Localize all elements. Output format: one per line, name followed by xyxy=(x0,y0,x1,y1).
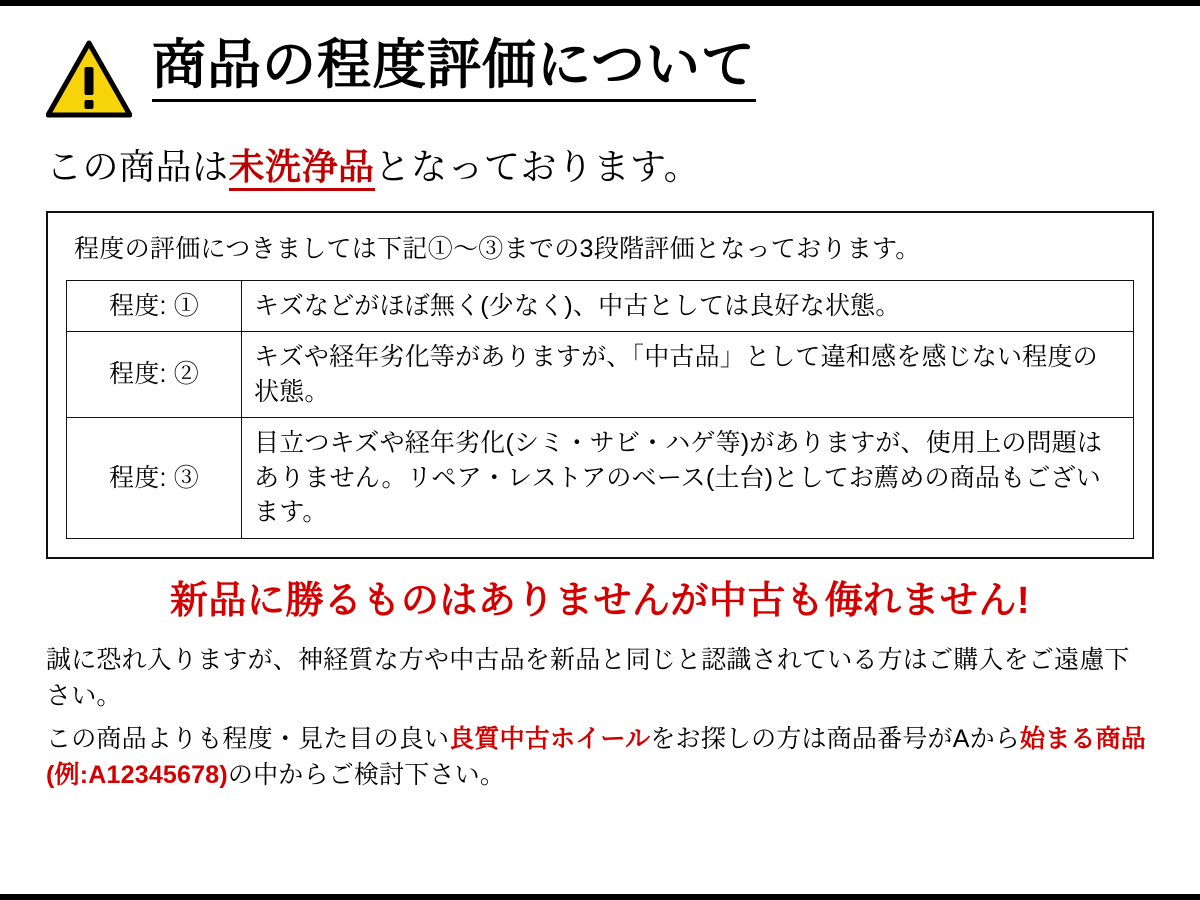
grade-description: キズや経年劣化等がありますが、「中古品」として違和感を感じない程度の状態。 xyxy=(242,332,1134,418)
grade-level: 程度: ② xyxy=(67,332,242,418)
lead-highlight: 未洗浄品 xyxy=(229,146,375,191)
note-segment: をお探しの方は商品番号がAから xyxy=(650,724,1020,753)
table-row xyxy=(67,332,1134,418)
lead-sentence xyxy=(46,144,1154,189)
footer-notes xyxy=(46,642,1154,793)
grade-level: 程度: ① xyxy=(67,280,242,332)
grade-box xyxy=(46,211,1154,559)
table-row xyxy=(67,418,1134,539)
note-segment: の中からご検討下さい。 xyxy=(227,760,506,789)
warning-triangle-icon xyxy=(46,40,132,118)
grade-description: キズなどがほぼ無く(少なく)、中古としては良好な状態。 xyxy=(242,280,1134,332)
grade-level: 程度: ③ xyxy=(67,418,242,539)
table-row xyxy=(67,280,1134,332)
page-title: 商品の程度評価について xyxy=(152,36,756,102)
slogan: 新品に勝るものはありませんが中古も侮れません! xyxy=(169,579,1031,622)
note-line xyxy=(46,642,1154,715)
lead-before: この商品は xyxy=(46,146,229,187)
page-header xyxy=(46,34,1154,118)
note-segment-highlight: 良質中古ホイール xyxy=(449,724,651,753)
note-segment-highlight: 始まる商品(例:A12345678) xyxy=(46,724,1147,789)
lead-after: となっております。 xyxy=(374,146,701,187)
page-title-wrap xyxy=(152,34,1154,102)
grade-table xyxy=(66,280,1134,539)
note-segment: この商品よりも程度・見た目の良い xyxy=(46,724,450,753)
note-line xyxy=(46,721,1154,794)
grade-intro: 程度の評価につきましては下記①～③までの3段階評価となっております。 xyxy=(74,235,921,263)
grade-description: 目立つキズや経年劣化(シミ・サビ・ハゲ等)がありますが、使用上の問題はありません。リペア・レストアのベース(土台)としてお薦めの商品もございます。 xyxy=(242,418,1134,539)
note-segment: 誠に恐れ入りますが、神経質な方や中古品を新品と同じと認識されている方はご購入をご遠慮下さい。 xyxy=(46,646,1130,711)
